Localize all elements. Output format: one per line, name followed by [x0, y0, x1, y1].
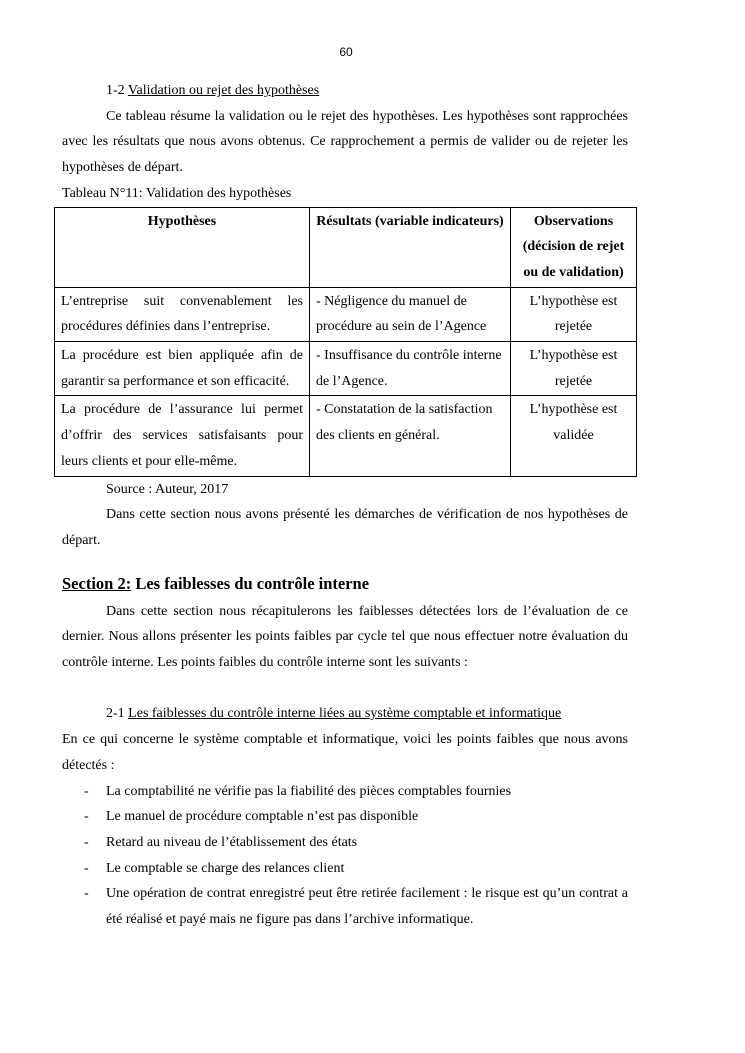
section-2-paragraph: Dans cette section nous récapitulerons les faiblesses détectées lors de l’évaluation de ce dernier. Nous allons présenter les points faibles par cycle tel que nous effectuer notre évaluation du contrôle interne. Les points faibles du contrôle interne sont les suivants : — [62, 603, 628, 671]
table-cell: L’hypothèse est rejetée — [511, 287, 637, 341]
table-cell: La procédure de l’assurance lui permet d’offrir des services satisfaisants pour leurs clients et pour elle-même. — [55, 396, 310, 476]
list-item — [62, 779, 628, 805]
list-item — [62, 856, 628, 882]
section-2-heading — [62, 571, 628, 597]
header-hypotheses: Hypothèses — [55, 207, 310, 287]
bullet-marker: - — [84, 809, 89, 825]
section-label: Section 2: — [62, 573, 132, 593]
list-item — [62, 881, 628, 932]
table-cell: - Constatation de la satisfaction des clients en général. — [310, 396, 511, 476]
table-row — [55, 396, 637, 476]
subsection-heading-2-1 — [62, 701, 628, 727]
list-item-text: Le comptable se charge des relances client — [106, 860, 345, 876]
table-source: Source : Auteur, 2017 — [106, 481, 229, 497]
subsection-title: Les faiblesses du contrôle interne liées au système comptable et informatique — [128, 706, 562, 722]
subsection-title: Validation ou rejet des hypothèses — [127, 83, 320, 98]
list-item-text: Le manuel de procédure comptable n’est pas disponible — [106, 809, 419, 825]
table-row — [55, 342, 637, 396]
list-item-text: Une opération de contrat enregistré peut être retirée facilement : le risque est qu’un contrat a été réalisé et payé mais ne figure pas dans l’archive informatique. — [106, 886, 628, 928]
bullet-marker: - — [84, 860, 89, 876]
table-header-row — [55, 207, 637, 287]
weaknesses-list — [62, 779, 628, 933]
conclusion-paragraph: Dans cette section nous avons présenté les démarches de vérification de nos hypothèses de départ. — [62, 507, 628, 548]
bullet-marker: - — [84, 834, 89, 850]
document-body — [62, 78, 628, 933]
list-item — [62, 830, 628, 856]
header-results: Résultats (variable indicateurs) — [310, 207, 511, 287]
list-item — [62, 804, 628, 830]
spacer — [62, 676, 628, 702]
section-title: Les faiblesses du contrôle interne — [131, 573, 370, 593]
subsection-heading-1-2 — [62, 78, 628, 104]
table-cell: L’hypothèse est validée — [511, 396, 637, 476]
bullet-marker: - — [84, 783, 89, 799]
table-row — [55, 287, 637, 341]
table-cell: L’hypothèse est rejetée — [511, 342, 637, 396]
table-cell: - Négligence du manuel de procédure au sein de l’Agence — [310, 287, 511, 341]
subsection-number: 2-1 — [106, 706, 129, 722]
intro-paragraph: Ce tableau résume la validation ou le rejet des hypothèses. Les hypothèses sont rapprochées avec les résultats que nous avons obtenus. Ce rapprochement a permis de valider ou de rejeter les hypothèses de départ. — [62, 108, 628, 176]
table-cell: La procédure est bien appliquée afin de garantir sa performance et son efficacité. — [55, 342, 310, 396]
page-number: 60 — [339, 45, 353, 59]
table-cell: - Insuffisance du contrôle interne de l’Agence. — [310, 342, 511, 396]
list-item-text: La comptabilité ne vérifie pas la fiabilité des pièces comptables fournies — [106, 783, 512, 799]
table-caption: Tableau N°11: Validation des hypothèses — [62, 185, 292, 201]
header-observations: Observations (décision de rejet ou de validation) — [511, 207, 637, 287]
list-item-text: Retard au niveau de l’établissement des états — [106, 834, 358, 850]
table-cell: L’entreprise suit convenablement les procédures définies dans l’entreprise. — [55, 287, 310, 341]
bullet-marker: - — [84, 886, 89, 902]
hypotheses-table — [54, 207, 637, 477]
subsection-number: 1-2 — [106, 83, 128, 98]
subsection-2-1-intro: En ce qui concerne le système comptable et informatique, voici les points faibles que nous avons détectés : — [62, 732, 628, 773]
